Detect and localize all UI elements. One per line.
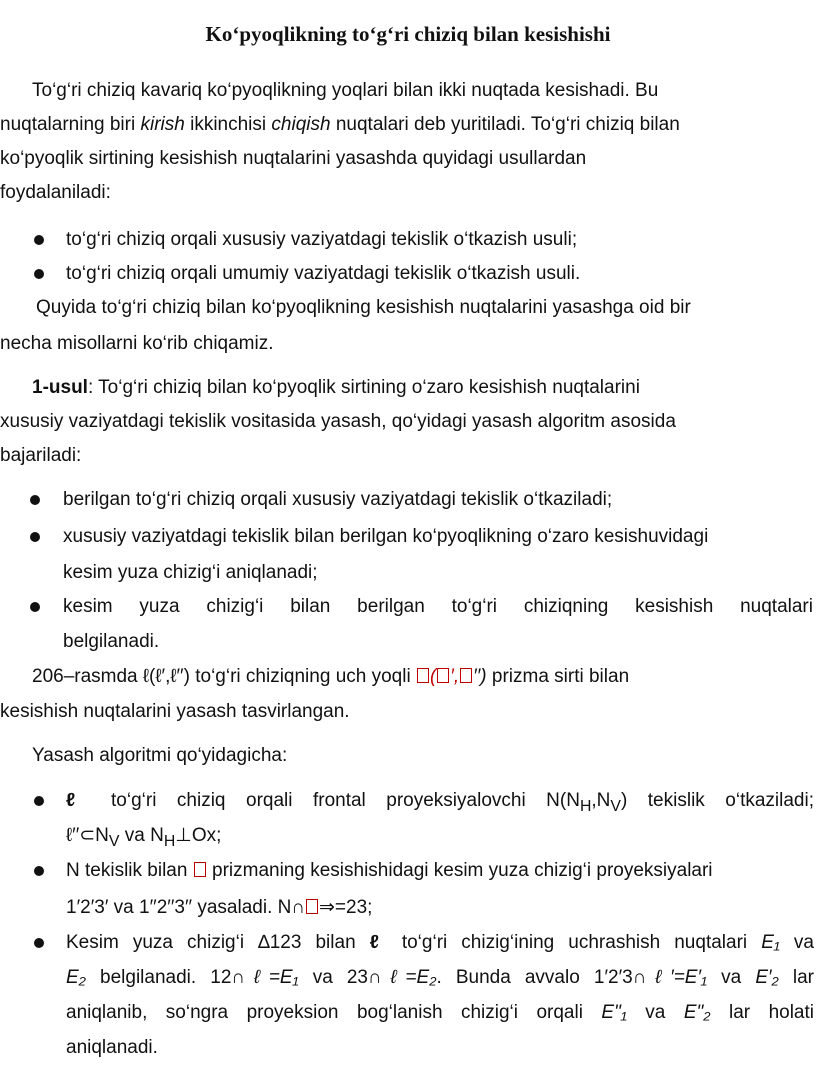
list-2-item-3-line-2: belgilanadi. bbox=[63, 631, 160, 652]
list-3-item-3-line-3 bbox=[66, 1001, 814, 1025]
text-span: ) tekislik o‘tkaziladi; bbox=[620, 790, 815, 811]
text-span: ℓ′′⊂N bbox=[66, 825, 109, 846]
point-label: E₁ bbox=[761, 932, 780, 953]
text-span: to‘g‘ri chiziq orqali frontal proyeksiyalovchi N(N bbox=[90, 790, 580, 811]
text-span: prizma sirti bilan bbox=[486, 666, 630, 687]
paragraph-3-line-3: bajariladi: bbox=[0, 445, 82, 466]
point-label: E′₂ bbox=[755, 967, 779, 988]
text-span: belgilanadi. 12∩ bbox=[85, 967, 246, 988]
text-span: va bbox=[626, 1002, 684, 1023]
subscript: H bbox=[163, 832, 176, 850]
text-span: ⊥Ox; bbox=[175, 825, 222, 846]
list-3-item-3-line-4: aniqlanadi. bbox=[66, 1037, 158, 1058]
list-3-item-3-line-1 bbox=[66, 931, 814, 955]
line-symbol: ℓ(ℓ′,ℓ′′) bbox=[142, 666, 190, 687]
text-span: N tekislik bilan bbox=[66, 860, 193, 881]
paragraph-4-line-2: kesishish nuqtalarini yasash tasvirlangan. bbox=[0, 701, 350, 722]
list-2-item-1: berilgan to‘g‘ri chiziq orqali xususiy vaziyatdagi tekislik o‘tkaziladi; bbox=[63, 489, 613, 510]
paragraph-2-line-2: necha misollarni ko‘rib chiqamiz. bbox=[0, 333, 274, 354]
missing-glyph-icon bbox=[437, 668, 449, 683]
formula: ℓ=E₂ bbox=[381, 967, 437, 988]
subscript: H bbox=[579, 797, 592, 815]
list-3-item-2-line-1 bbox=[66, 859, 713, 883]
list-3-item-1-line-1 bbox=[66, 789, 814, 819]
text-span: ′′) bbox=[473, 666, 487, 687]
paragraph-2-line-1: Quyida to‘g‘ri chiziq bilan ko‘pyoqlikning kesishish nuqtalarini yasashga oid bir bbox=[36, 297, 691, 318]
text-span: nuqtalari deb yuritiladi. To‘g‘ri chiziq bilan bbox=[330, 114, 680, 135]
bullet-icon bbox=[30, 495, 40, 505]
list-2-item-3-line-1: kesim yuza chizig‘i bilan berilgan to‘g‘ri chiziqning kesishish nuqtalari bbox=[63, 596, 813, 617]
text-span: lar bbox=[778, 967, 815, 988]
line-symbol: ℓ bbox=[66, 790, 91, 811]
bullet-icon bbox=[34, 866, 44, 876]
list-3-item-3-line-2 bbox=[66, 966, 814, 990]
list-2-item-2-line-2: kesim yuza chizig‘i aniqlanadi; bbox=[63, 562, 318, 583]
method-label: 1-usul bbox=[32, 377, 88, 398]
paragraph-1-line-3: ko‘pyoqlik sirtining kesishish nuqtalarini yasashda quyidagi usullardan bbox=[0, 148, 587, 169]
bullet-icon bbox=[30, 532, 40, 542]
bullet-icon bbox=[34, 269, 44, 279]
text-span: 206–rasmda bbox=[32, 666, 143, 687]
text-span: ( bbox=[429, 666, 437, 687]
text-span: ⇒=23; bbox=[319, 897, 373, 918]
list-3-item-2-line-2 bbox=[66, 896, 372, 920]
paragraph-1-line-2 bbox=[0, 113, 680, 137]
bullet-icon bbox=[34, 938, 44, 948]
text-span: lar holati bbox=[710, 1002, 814, 1023]
text-span: va bbox=[707, 967, 756, 988]
text-span: aniqlanib, so‘ngra proyeksion bog‘lanish chizig‘i orqali bbox=[66, 1002, 602, 1023]
text-span: va N bbox=[119, 825, 164, 846]
point-label: E"₁ bbox=[601, 1002, 627, 1023]
missing-glyph-icon bbox=[417, 668, 429, 683]
bullet-icon bbox=[34, 796, 44, 806]
list-2-item-2-line-1: xususiy vaziyatdagi tekislik bilan berilgan ko‘pyoqlikning o‘zaro kesishuvidagi bbox=[63, 526, 709, 547]
paragraph-3-line-1 bbox=[32, 376, 640, 400]
paragraph-1-line-1: To‘g‘ri chiziq kavariq ko‘pyoqlikning yoqlari bilan ikki nuqtada kesishadi. Bu bbox=[32, 80, 659, 101]
list-1-item-1: to‘g‘ri chiziq orqali xususiy vaziyatdagi tekislik o‘tkazish usuli; bbox=[66, 229, 578, 250]
formula: ℓ=E₁ bbox=[245, 967, 299, 988]
text-span: ikkinchisi bbox=[184, 114, 272, 135]
point-label: E"₂ bbox=[683, 1002, 711, 1023]
text-span: . Bunda avvalo 1′2′3∩ bbox=[436, 967, 647, 988]
text-span: 1′2′3′ va 1′′2′′3′′ yasaladi. N∩ bbox=[66, 897, 306, 918]
missing-glyph-icon bbox=[194, 862, 206, 877]
page-title: Ko‘pyoqlikning to‘g‘ri chiziq bilan kesishishi bbox=[205, 22, 611, 46]
text-span: Kesim yuza chizig‘i ∆123 bilan bbox=[66, 932, 370, 953]
text-span: va bbox=[779, 932, 814, 953]
text-span: nuqtalarning biri bbox=[0, 114, 141, 135]
paragraph-5: Yasash algoritmi qo‘yidagicha: bbox=[32, 745, 288, 766]
text-span: to‘g‘ri chizig‘ining uchrashish nuqtalari bbox=[387, 932, 762, 953]
bullet-icon bbox=[34, 235, 44, 245]
paragraph-1-line-4: foydalaniladi: bbox=[0, 182, 111, 203]
list-3-item-1-line-2 bbox=[66, 824, 221, 854]
text-span: to‘g‘ri chiziqning uch yoqli bbox=[189, 666, 416, 687]
text-span: va 23∩ bbox=[298, 967, 382, 988]
point-label: E₂ bbox=[66, 967, 86, 988]
subscript: V bbox=[108, 832, 120, 850]
text-span: : To‘g‘ri chiziq bilan ko‘pyoqlik sirtining o‘zaro kesishish nuqtalarini bbox=[87, 377, 640, 398]
paragraph-3-line-2: xususiy vaziyatdagi tekislik vositasida yasash, qo‘yidagi yasash algoritm asosida bbox=[0, 411, 676, 432]
text-span: prizmaning kesishishidagi kesim yuza chizig‘i proyeksiyalari bbox=[206, 860, 713, 881]
term-kirish: kirish bbox=[140, 114, 185, 135]
subscript: V bbox=[610, 797, 621, 815]
missing-glyph-icon bbox=[306, 899, 318, 914]
term-chiqish: chiqish bbox=[271, 114, 331, 135]
paragraph-4-line-1 bbox=[32, 665, 629, 689]
text-span: ,N bbox=[591, 790, 611, 811]
text-span: ′, bbox=[450, 666, 460, 687]
missing-glyph-icon bbox=[460, 668, 472, 683]
bullet-icon bbox=[30, 602, 40, 612]
formula: ℓ′=E′₁ bbox=[646, 967, 708, 988]
list-1-item-2: to‘g‘ri chiziq orqali umumiy vaziyatdagi tekislik o‘tkazish usuli. bbox=[66, 263, 581, 284]
line-symbol: ℓ bbox=[369, 932, 388, 953]
